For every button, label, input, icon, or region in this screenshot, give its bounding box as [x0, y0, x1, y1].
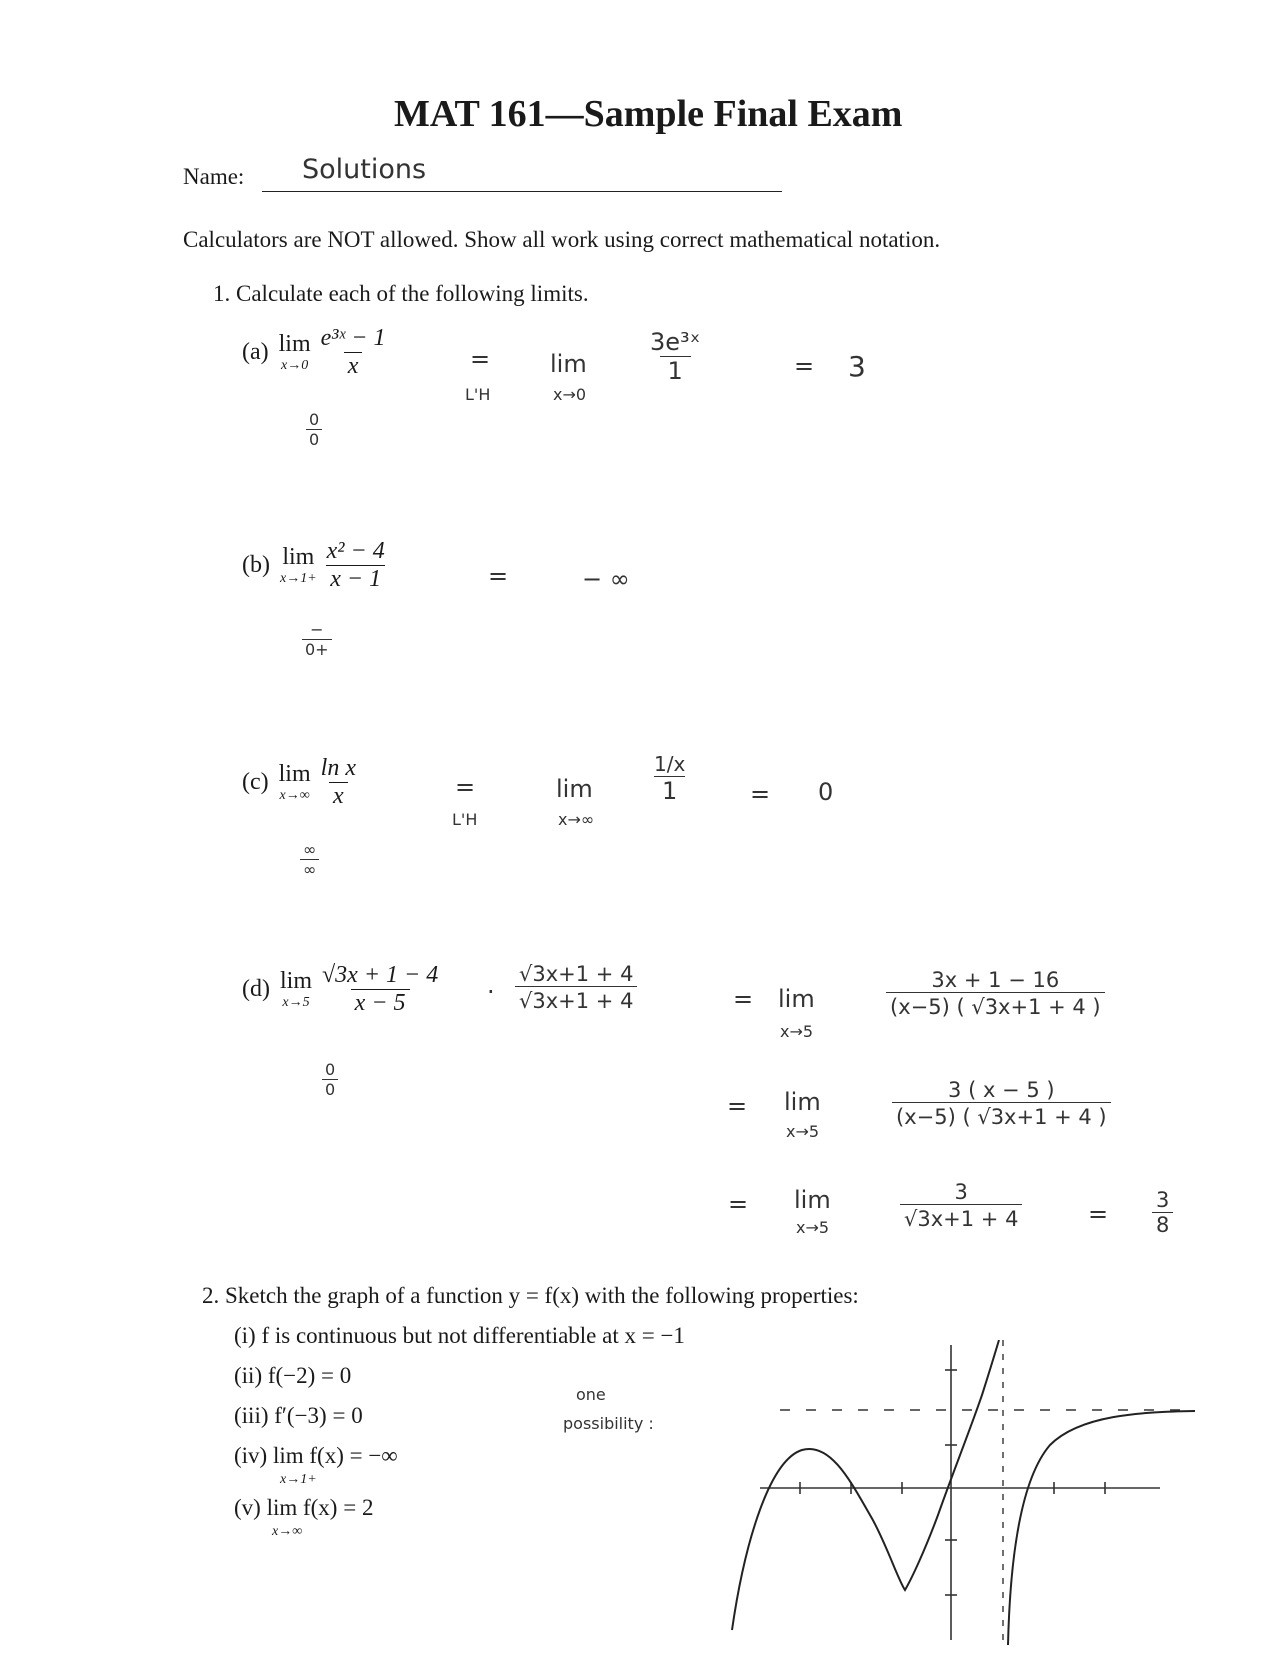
- equals-lhopital: =: [470, 345, 491, 373]
- fraction-numerator: e³ˣ − 1: [320, 325, 386, 351]
- step-lim: lim: [550, 350, 587, 378]
- step-lim: lim: [778, 985, 815, 1013]
- step-fraction: 1/x 1: [654, 752, 686, 805]
- lim-sub: x→5: [282, 995, 310, 1010]
- equals: =: [750, 780, 771, 808]
- name-label: Name:: [183, 164, 245, 189]
- fraction-denominator: x: [329, 782, 348, 810]
- name-value: Solutions: [302, 154, 427, 185]
- curve-right: [1008, 1411, 1195, 1645]
- fraction-denominator: x − 5: [351, 989, 410, 1017]
- problem-2-heading: 2. Sketch the graph of a function y = f(x) with the following properties:: [202, 1283, 859, 1308]
- answer: 3: [848, 350, 866, 383]
- lhopital-note: L'H: [465, 385, 491, 404]
- curve-left: [732, 1340, 999, 1630]
- problem-1-heading: 1. Calculate each of the following limits.: [213, 281, 589, 306]
- fraction-denominator: x − 1: [326, 565, 385, 593]
- step-lim-sub: x→5: [786, 1122, 820, 1141]
- step-lim-sub: x→5: [796, 1218, 830, 1237]
- equals: =: [488, 562, 509, 590]
- lim-sub: x→0: [281, 358, 309, 373]
- problem-1d: [242, 962, 442, 1017]
- conjugate-fraction: √3x+1 + 4 √3x+1 + 4: [515, 962, 637, 1013]
- name-line: [262, 191, 782, 192]
- lim-text: lim: [278, 331, 311, 357]
- problem-1b: [242, 538, 389, 593]
- instructions: Calculators are NOT allowed. Show all work using correct mathematical notation.: [183, 227, 941, 252]
- fraction-numerator: ln x: [320, 755, 356, 781]
- property-3: (iii) f′(−3) = 0: [234, 1403, 363, 1428]
- page-title: MAT 161—Sample Final Exam: [394, 93, 903, 135]
- lim-sub: x→∞: [279, 788, 310, 803]
- property-4: (iv) lim f(x) = −∞: [234, 1443, 398, 1468]
- lhopital-note: L'H: [452, 810, 478, 829]
- fraction-denominator: x: [344, 352, 363, 380]
- note-line-1: one: [576, 1385, 606, 1404]
- step-lim: lim: [784, 1088, 821, 1116]
- step-lim-sub: x→∞: [558, 810, 595, 829]
- part-label: (b): [242, 552, 270, 578]
- step-lim-sub: x→5: [780, 1022, 814, 1041]
- part-label: (d): [242, 976, 270, 1002]
- property-5: (v) lim f(x) = 2: [234, 1495, 374, 1520]
- fraction-numerator: √3x + 1 − 4: [322, 962, 439, 988]
- step-fraction: 3 √3x+1 + 4: [900, 1180, 1022, 1231]
- lim-text: lim: [279, 968, 312, 994]
- lim-text: lim: [278, 761, 311, 787]
- problem-1c: [242, 755, 360, 810]
- part-label: (c): [242, 769, 269, 795]
- equals: =: [733, 985, 754, 1013]
- problem-1a: [242, 325, 389, 380]
- property-4-sub: x→1+: [280, 1472, 317, 1487]
- indeterminate-form: ∞ ∞: [300, 840, 319, 879]
- equals-lhopital: =: [455, 773, 476, 801]
- indeterminate-form: − 0+: [302, 620, 332, 659]
- lim-sub: x→1+: [279, 571, 317, 586]
- step-fraction: 3x + 1 − 16 (x−5) ( √3x+1 + 4 ): [886, 968, 1105, 1019]
- answer: 0: [818, 778, 834, 806]
- step-lim: lim: [556, 775, 593, 803]
- equals: =: [727, 1092, 748, 1120]
- lim-text: lim: [282, 544, 315, 570]
- step-fraction: 3 ( x − 5 ) (x−5) ( √3x+1 + 4 ): [892, 1078, 1111, 1129]
- equals: =: [728, 1190, 749, 1218]
- step-lim: lim: [794, 1186, 831, 1214]
- multiply-dot: ·: [487, 978, 495, 1006]
- step-lim-sub: x→0: [553, 385, 587, 404]
- property-1: (i) f is continuous but not differentiable at x = −1: [234, 1323, 685, 1348]
- indeterminate-form: 0 0: [322, 1060, 338, 1099]
- part-label: (a): [242, 339, 269, 365]
- fraction-numerator: x² − 4: [326, 538, 385, 564]
- step-fraction: 3e³ˣ 1: [650, 328, 701, 385]
- property-5-sub: x→∞: [272, 1524, 303, 1539]
- equals: =: [794, 352, 815, 380]
- note-line-2: possibility :: [563, 1414, 654, 1433]
- sketch-graph: [720, 1340, 1200, 1650]
- indeterminate-form: 0 0: [306, 410, 322, 449]
- equals: =: [1088, 1200, 1109, 1228]
- answer: 3 8: [1152, 1188, 1173, 1237]
- property-2: (ii) f(−2) = 0: [234, 1363, 352, 1388]
- answer: − ∞: [582, 565, 630, 593]
